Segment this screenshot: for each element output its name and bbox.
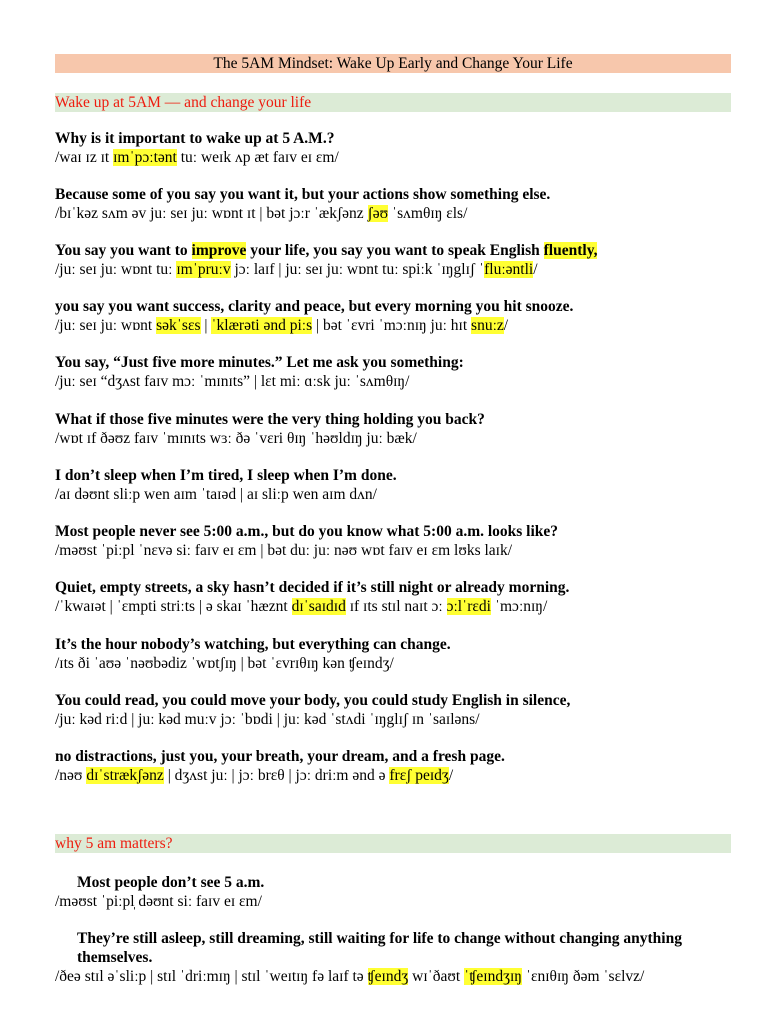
section-heading-wake-up: Wake up at 5AM — and change your life [55, 93, 731, 112]
sentence-entry [55, 691, 745, 729]
text-run: It’s the hour nobody’s watching, but everything can change. [55, 636, 451, 653]
highlighted-word: ɪmˈpɔːtənt [113, 149, 177, 166]
text-run: /waɪ ɪz ɪt [55, 149, 114, 166]
highlighted-word: fluently, [543, 242, 598, 259]
sentence-entry [55, 129, 745, 167]
english-sentence [55, 635, 745, 654]
text-run: /juː seɪ “dʒʌst faɪv mɔː ˈmɪnɪts” | lɛt miː ɑːsk juː ˈsʌmθɪŋ/ [55, 373, 410, 390]
ipa-transcription [55, 654, 745, 673]
text-run: /juː seɪ juː wɒnt tuː [55, 261, 177, 278]
text-run: /nəʊ [55, 767, 87, 784]
sentence-entry [55, 929, 745, 986]
english-sentence [55, 410, 745, 429]
text-run: ɪf ɪts stɪl naɪt ɔː [345, 598, 447, 615]
english-sentence [55, 129, 745, 148]
ipa-transcription [55, 429, 745, 448]
sentence-entry [55, 873, 745, 911]
highlighted-word: dɪˈsaɪdɪd [291, 598, 346, 615]
text-run: /məʊst ˈpiːpl ˈnɛvə siː faɪv eɪ ɛm | bət duː juː nəʊ wɒt faɪv eɪ ɛm lʊks laɪk/ [55, 542, 513, 559]
english-sentence [55, 466, 745, 485]
sentence-entry [55, 185, 745, 223]
highlighted-word: ʧeɪndʒ [367, 968, 409, 985]
highlighted-word: səkˈsɛs [156, 317, 201, 334]
highlighted-word: ɪmˈpruːv [176, 261, 231, 278]
english-sentence [55, 522, 745, 541]
english-sentence [55, 578, 745, 597]
section-heading-why-5am: why 5 am matters? [55, 834, 731, 853]
text-run: | dʒʌst juː | jɔː brɛθ | jɔː driːm ənd ə [163, 767, 390, 784]
text-run: You say you want to [55, 242, 192, 259]
text-run: Because some of you say you want it, but your actions show something else. [55, 186, 551, 203]
text-run: wɪˈðaʊt [408, 968, 465, 985]
ipa-transcription [55, 710, 745, 729]
highlighted-word: ˈklærəti ənd piːs [211, 317, 313, 334]
english-sentence [55, 353, 745, 372]
sentence-entry [55, 353, 745, 391]
text-run: you say you want success, clarity and peace, but every morning you hit snooze. [55, 298, 574, 315]
text-run: Quiet, empty streets, a sky hasn’t decided if it’s still night or already morning. [55, 579, 570, 596]
text-run: Most people never see 5:00 a.m., but do you know what 5:00 a.m. looks like? [55, 523, 559, 540]
text-run: / [448, 767, 454, 784]
text-run: / [503, 317, 509, 334]
ipa-transcription [55, 485, 745, 504]
sentence-entry [55, 466, 745, 504]
ipa-transcription [55, 204, 745, 223]
text-run: tuː weɪk ʌp æt faɪv eɪ ɛm/ [176, 149, 339, 166]
ipa-transcription [55, 372, 745, 391]
english-sentence [55, 929, 737, 967]
text-run: /aɪ dəʊnt sliːp wen aɪm ˈtaɪəd | aɪ sliːp wen aɪm dʌn/ [55, 486, 377, 503]
text-run: no distractions, just you, your breath, your dream, and a fresh page. [55, 748, 505, 765]
sentence-entry [55, 241, 745, 279]
text-run: Most people don’t see 5 a.m. [77, 874, 265, 891]
text-run: /ˈkwaɪət | ˈɛmpti striːts | ə skaɪ ˈhæznt [55, 598, 292, 615]
document-title: The 5AM Mindset: Wake Up Early and Change Your Life [55, 54, 731, 73]
highlighted-word: frɛʃ peɪdʒ [389, 767, 449, 784]
text-run: ˈsʌmθɪŋ ɛls/ [388, 205, 468, 222]
highlighted-word: improve [191, 242, 247, 259]
text-run: /məʊst ˈpiːpl̩ dəʊnt siː faɪv eɪ ɛm/ [55, 893, 262, 910]
highlighted-word: ˈʧeɪndʒɪŋ [464, 968, 522, 985]
ipa-transcription [55, 892, 745, 911]
text-run: /bɪˈkəz sʌm əv juː seɪ juː wɒnt ɪt | bət jɔːr ˈækʃənz [55, 205, 368, 222]
text-run: Why is it important to wake up at 5 A.M.? [55, 130, 335, 147]
english-sentence [55, 747, 745, 766]
ipa-transcription [55, 541, 745, 560]
ipa-transcription [55, 967, 705, 986]
sentence-entry [55, 635, 745, 673]
highlighted-word: dɪˈstrækʃənz [86, 767, 164, 784]
text-run: I don’t sleep when I’m tired, I sleep when I’m done. [55, 467, 397, 484]
english-sentence [55, 873, 745, 892]
text-run: What if those five minutes were the very thing holding you back? [55, 411, 485, 428]
text-run: /juː seɪ juː wɒnt [55, 317, 157, 334]
sentence-entry [55, 747, 745, 785]
text-run: | bət ˈɛvri ˈmɔːnɪŋ juː hɪt [312, 317, 472, 334]
english-sentence [55, 297, 745, 316]
text-run: You could read, you could move your body, you could study English in silence, [55, 692, 571, 709]
text-run: jɔː laɪf | juː seɪ juː wɒnt tuː spiːk ˈɪŋglɪʃ ˈ [230, 261, 485, 278]
text-run: your life, you say you want to speak English [246, 242, 544, 259]
text-run: /ðeə stɪl əˈsliːp | stɪl ˈdriːmɪŋ | stɪl ˈweɪtɪŋ fə laɪf tə [55, 968, 368, 985]
text-run: ˈmɔːnɪŋ/ [490, 598, 548, 615]
sentence-entry [55, 297, 745, 335]
ipa-transcription [55, 597, 745, 616]
text-run: /wɒt ɪf ðəʊz faɪv ˈmɪnɪts wɜː ðə ˈvɛri θɪŋ ˈhəʊldɪŋ juː bæk/ [55, 430, 417, 447]
text-run: ˈɛnɪθɪŋ ðəm ˈsɛlvz/ [521, 968, 645, 985]
sentence-entry [55, 410, 745, 448]
highlighted-word: snuːz [471, 317, 504, 334]
ipa-transcription [55, 766, 745, 785]
text-run: /ɪts ði ˈaʊə ˈnəʊbədiz ˈwɒtʃɪŋ | bət ˈɛvrɪθɪŋ kən ʧeɪndʒ/ [55, 655, 394, 672]
sentence-entry [55, 578, 745, 616]
highlighted-word: fluːəntli [484, 261, 534, 278]
text-run: They’re still asleep, still dreaming, still waiting for life to change without changing anything themselves. [77, 930, 682, 966]
text-run: /juː kəd riːd | juː kəd muːv jɔː ˈbɒdi | juː kəd ˈstʌdi ˈɪŋglɪʃ ɪn ˈsaɪləns/ [55, 711, 480, 728]
highlighted-word: ʃəʊ [367, 205, 389, 222]
ipa-transcription [55, 148, 745, 167]
sentence-entry [55, 522, 745, 560]
english-sentence [55, 185, 745, 204]
english-sentence [55, 691, 745, 710]
ipa-transcription [55, 260, 745, 279]
text-run: / [533, 261, 538, 278]
ipa-transcription [55, 316, 745, 335]
text-run: | [200, 317, 212, 334]
highlighted-word: ɔːlˈrɛdi [446, 598, 491, 615]
text-run: You say, “Just five more minutes.” Let me ask you something: [55, 354, 464, 371]
english-sentence [55, 241, 745, 260]
